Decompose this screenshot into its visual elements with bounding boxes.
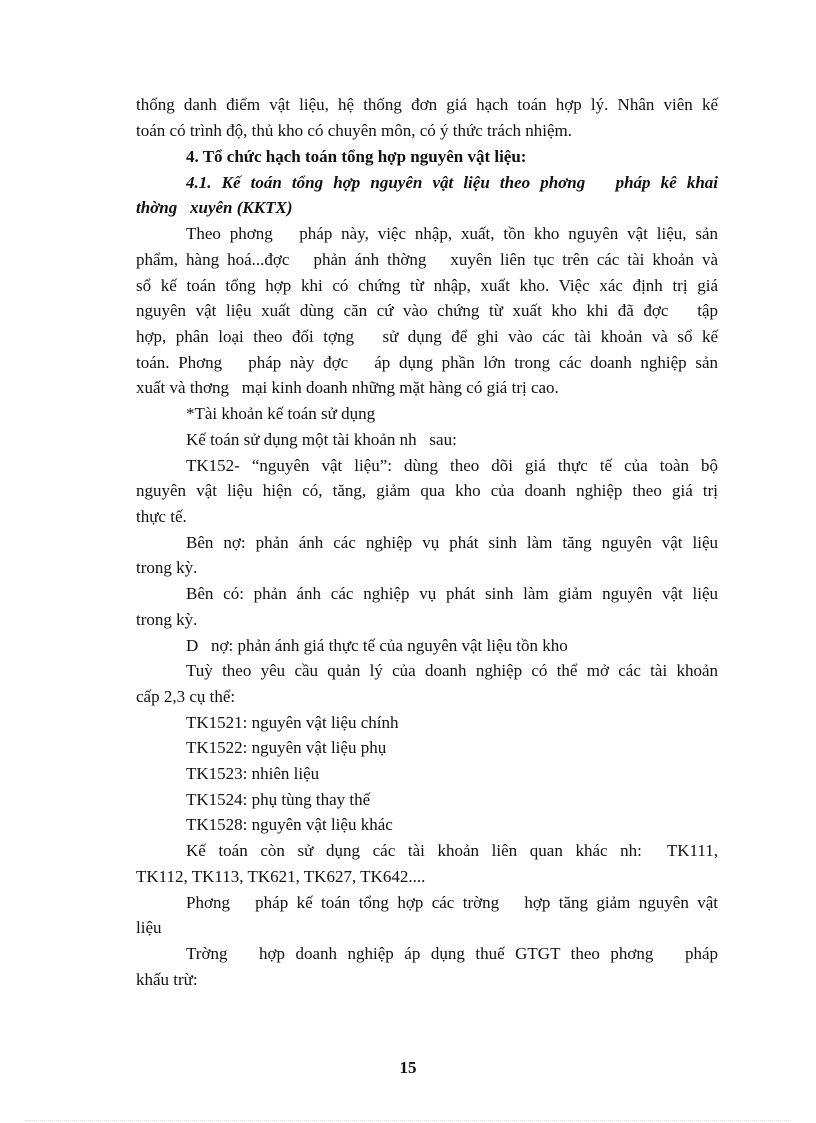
list-item: TK1522: nguyên vật liệu phụ (186, 738, 387, 757)
text-line: TK112, TK113, TK621, TK627, TK642.... (136, 867, 426, 886)
text-line: trong kỳ. (136, 558, 198, 577)
text-line: thực tế. (136, 507, 187, 526)
text-line: Bên có: phản ánh các nghiệp vụ phát sinh làm giảm nguyên vật liệu (186, 584, 718, 603)
text-line: Trờng hợp doanh nghiệp áp dụng thuế GTGT theo phơng pháp (186, 944, 718, 963)
text-line: D nợ: phản ánh giá thực tế của nguyên vật liệu tồn kho (186, 636, 568, 655)
page-number: 15 (399, 1058, 417, 1077)
section-heading: 4. Tổ chức hạch toán tổng hợp nguyên vật liệu: (186, 147, 527, 166)
text-line: thống danh điểm vật liệu, hệ thống đơn giá hạch toán hợp lý. Nhân viên kế (136, 95, 718, 114)
text-line: Phơng pháp kế toán tổng hợp các trờng hợp tăng giảm nguyên vật (186, 893, 718, 912)
list-item: TK1523: nhiên liệu (186, 764, 320, 783)
text-line: phẩm, hàng hoá...đợc phản ánh thờng xuyên liên tục trên các tài khoản và (136, 250, 718, 269)
text-line: cấp 2,3 cụ thể: (136, 687, 236, 706)
text-line: hợp, phân loại theo đối tợng sử dụng để ghi vào các tài khoản và sổ kế (136, 327, 718, 346)
list-item: TK1521: nguyên vật liệu chính (186, 713, 399, 732)
subsection-heading: thờng xuyên (KKTX) (136, 198, 293, 217)
text-line: Theo phơng pháp này, việc nhập, xuất, tồn kho nguyên vật liệu, sản (186, 224, 718, 243)
list-item: TK1524: phụ tùng thay thế (186, 790, 371, 809)
text-line: khấu trừ: (136, 970, 198, 989)
text-line: sổ kế toán tổng hợp khi có chứng từ nhập, xuất kho. Việc xác định trị giá (136, 276, 718, 295)
subsection-heading: 4.1. Kế toán tổng hợp nguyên vật liệu theo phơng pháp kê khai (186, 173, 718, 192)
text-line: Bên nợ: phản ánh các nghiệp vụ phát sinh làm tăng nguyên vật liệu (186, 533, 718, 552)
text-line: nguyên vật liệu xuất dùng căn cứ vào chứng từ xuất kho khi đã đợc tập (136, 301, 718, 320)
text-line: Kế toán sử dụng một tài khoản nh sau: (186, 430, 457, 449)
text-line: nguyên vật liệu hiện có, tăng, giảm qua kho của doanh nghiệp theo giá trị (136, 481, 718, 500)
text-line: toán có trình độ, thủ kho có chuyên môn, có ý thức trách nhiệm. (136, 121, 572, 140)
page-bottom-divider (25, 1120, 791, 1121)
text-line: *Tài khoản kế toán sử dụng (186, 404, 376, 423)
text-line: liệu (136, 918, 162, 937)
text-line: trong kỳ. (136, 610, 198, 629)
text-line: toán. Phơng pháp này đợc áp dụng phần lớn trong các doanh nghiệp sản (136, 353, 718, 372)
text-line: xuất và thơng mại kinh doanh những mặt hàng có giá trị cao. (136, 378, 559, 397)
list-item: TK1528: nguyên vật liệu khác (186, 815, 393, 834)
text-line: Kế toán còn sử dụng các tài khoản liên quan khác nh: TK111, (186, 841, 718, 860)
text-line: Tuỳ theo yêu cầu quản lý của doanh nghiệp có thể mở các tài khoản (186, 661, 718, 680)
text-line: TK152- “nguyên vật liệu”: dùng theo dõi giá thực tế của toàn bộ (186, 456, 718, 475)
